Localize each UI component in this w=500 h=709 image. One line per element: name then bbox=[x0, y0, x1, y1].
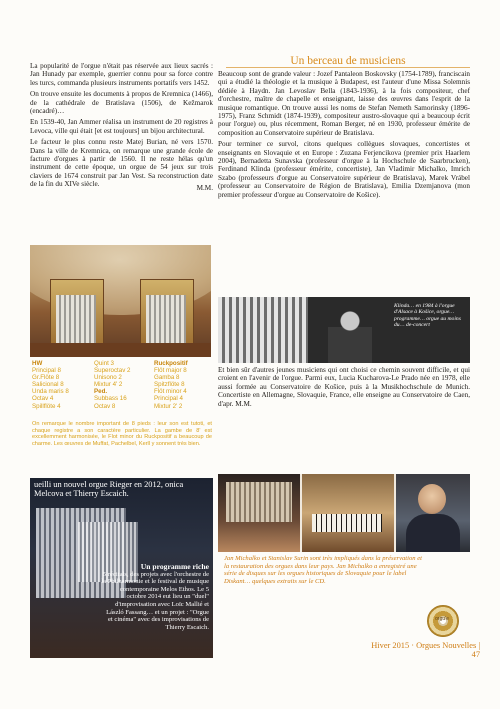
page-footer: Hiver 2015 · Orgues Nouvelles | 47 bbox=[371, 641, 480, 659]
stoplist-head: HW bbox=[32, 360, 43, 367]
left-paragraph: La popularité de l'orgue n'était pas réservée aux lieux sacrés : Jan Hunady par exemple, guerrier connu pour sa force contre les turcs, commanda plusieurs instruments portatifs vers 1452. bbox=[30, 62, 213, 87]
box-header-text: ueilli un nouvel orgue Rieger en 2012, onica Melcova et Thierry Escaich. bbox=[34, 480, 184, 499]
left-paragraph: On trouve ensuite les documents à propos de Kremnica (1466), de la cathédrale de Bratislava (1506), de Kežmarok (encadré)… bbox=[30, 90, 213, 116]
stop-item: Octav 4 bbox=[32, 395, 54, 403]
church-organ-photo bbox=[30, 245, 211, 357]
right-paragraph: Et bien sûr d'autres jeunes musiciens qui ont choisi ce chemin souvent difficile, et qui croient en l'avenir de l'orgue. Parmi eux, Lucia Kucharova-Le Prado née en 1978, elle aussi formée au Conservatoire de Košice, puis à la Musikhochschule de Munich. Concertiste en Allemagne, Slovaquie, France, elle enseigne au Conservatoire de Caen, d'apr. M.M. bbox=[218, 366, 470, 408]
gallery-photo-portrait bbox=[396, 474, 470, 552]
section-title: Un berceau de musiciens bbox=[290, 55, 406, 67]
stop-item: Unda maris 8 bbox=[32, 388, 69, 396]
stop-item: Spillflöte 4 bbox=[32, 402, 61, 410]
gallery-photo-console bbox=[302, 474, 394, 552]
left-paragraph: En 1539-40, Jan Ammer réalisa un instrument de 20 registres à Levoca, ville qui était [et est toujours] un bijou architectural. bbox=[30, 118, 213, 135]
stop-item: Flöt major 8 bbox=[154, 367, 187, 375]
left-column bbox=[30, 62, 213, 192]
gallery-organ-pipes bbox=[226, 482, 292, 522]
stoplist-column-hw2 bbox=[94, 360, 130, 410]
organ-keyboard bbox=[312, 514, 382, 532]
stop-item: Gamba 8 bbox=[154, 374, 180, 382]
organist-photo bbox=[218, 297, 470, 363]
portrait-head bbox=[418, 484, 446, 514]
gallery-photo-organ bbox=[218, 474, 300, 552]
box-caption-text: 5 récitals, des projets avec l'orchestre de la Philharmonie et le festival de musique contemporaine Melos Ethos. Le 5 octobre 2014 eut lieu un "duel" d'improvisation avec Loïc Mallié et László Fassang… et un projet : "Orgue et cinéma" avec des improvisations de Thierry Escaich. bbox=[101, 570, 209, 631]
organ-pipes-bw bbox=[218, 297, 308, 363]
rieger-organ-box bbox=[30, 478, 213, 658]
stoplist-column-hw bbox=[32, 360, 69, 410]
author-signature: M.M. bbox=[196, 183, 213, 192]
stoplist-column-ruck bbox=[154, 360, 188, 410]
photo-caption: Klinda… en 1984 à l'orgue d'Alsace à Košice, orgue… programme… orgue au moins du… de-concert bbox=[394, 303, 461, 329]
organ-pipes-left bbox=[56, 295, 96, 345]
stop-item: Spitzflöte 8 bbox=[154, 381, 185, 389]
stop-item: Unisono 2 bbox=[94, 374, 122, 382]
stop-item: Principal 4 bbox=[154, 395, 183, 403]
photo-gallery bbox=[218, 474, 470, 552]
box-caption bbox=[101, 563, 209, 631]
stoplist-head: Ruckpositif bbox=[154, 360, 188, 367]
box-caption-title: Un programme riche bbox=[140, 562, 209, 571]
organist-figure bbox=[328, 307, 372, 363]
stop-item: Gr.Flöte 8 bbox=[32, 374, 60, 382]
stop-item: Quint 3 bbox=[94, 360, 114, 367]
stop-item: Principal 8 bbox=[32, 367, 61, 375]
cd-caption: Jan Michalko et Stanislav Surin sont très impliqués dans la préservation et la restauration des orgues dans leur pays. Jan Michalko a enregistré une série de disques sur les orgues historiques de Slovaquie pour le label Diskant… quelques extraits sur le CD. bbox=[224, 555, 422, 585]
stop-item: Mixtur 2' 2 bbox=[154, 402, 183, 410]
left-paragraph: Le facteur le plus connu reste Matej Burian, né vers 1570. Dans la ville de Kremnica, on remarque une grande école de facture d'orgues à partir de 1560. Il ne reste hélas qu'un instrument de cette époque, un orgue de 54 jeux sur trois claviers de 1674 construit par Jan Vest. Sa reconstruction date de la fin du XIVe siècle. bbox=[30, 138, 213, 189]
stop-item: Mixtur 4' 2 bbox=[94, 381, 123, 389]
stop-item-ped: Ped. bbox=[94, 388, 108, 396]
right-paragraph: Beaucoup sont de grande valeur : Jozef Pantaleon Boskovsky (1754-1789), franciscain qui a étudié la théologie et la musique à Budapest, est l'auteur d'une Missa Solemnis dédiée à Haydn. Jan Levoslav Bella (1843-1936), à la fois compositeur, chef d'orchestre, maître de chapelle et enseignant, laisse des œuvres dans l'esprit de la musique romantique. On trouve aussi les noms de Stefan Nemeth Samorinsky (1896-1975), Franz Schmidt (1874-1939), compositeur austro-slovaque qui a beaucoup écrit pour l'orgue) ou, plus récemment, Roman Berger, né en 1930, professeur émérite de composition au Conservatoire supérieur de Bratislava. bbox=[218, 70, 470, 137]
stop-item: Superoctav 2 bbox=[94, 367, 131, 375]
portrait-body bbox=[406, 514, 460, 552]
stop-item: Salicional 8 bbox=[32, 381, 64, 389]
stop-item: Subbass 16 bbox=[94, 395, 127, 403]
stop-item: Flöt minor 4 bbox=[154, 388, 187, 396]
right-paragraph: Pour terminer ce survol, citons quelques collègues slovaques, concertistes et enseignants en Slovaquie et en Europe : Zuzana Ferjencikova (premier prix Haarlem 2004), Bernadetta Sunavska (professeur d'orgue à la Hochschule de Saarbrucken), Ferdinand Klinda (professeur émérite, concertiste), Jan Vladimir Michalko, Imrich Szabo (professeurs d'orgue au Conservatoire supérieur de Bratislava), Marek Vrábel (professeur au Conservatoire de Région de Bratislava), Emilia Dzemjanova (mon premier professeur d'orgue au Conservatoire de Košice). bbox=[218, 140, 470, 199]
stop-item: Octav 8 bbox=[94, 402, 116, 410]
title-rule bbox=[226, 67, 470, 68]
organ-pipes-right bbox=[146, 295, 186, 345]
right-column-mid bbox=[218, 366, 470, 411]
right-column-top bbox=[218, 70, 470, 202]
organ-balcony bbox=[30, 343, 211, 357]
cd-icon-label: orgu'e bbox=[435, 616, 449, 622]
stoplist-caption: On remarque le nombre important de 8 pieds : leur son est tutoti, et chaque registre a son caractère particulier. La gambe de 8' est excellemment harmonisée, le Flot minor du Ruckpositif a beaucoup de charme. Les œuvres de Muffat, Pachelbel, Kerll y sonnent très bien. bbox=[32, 421, 212, 447]
